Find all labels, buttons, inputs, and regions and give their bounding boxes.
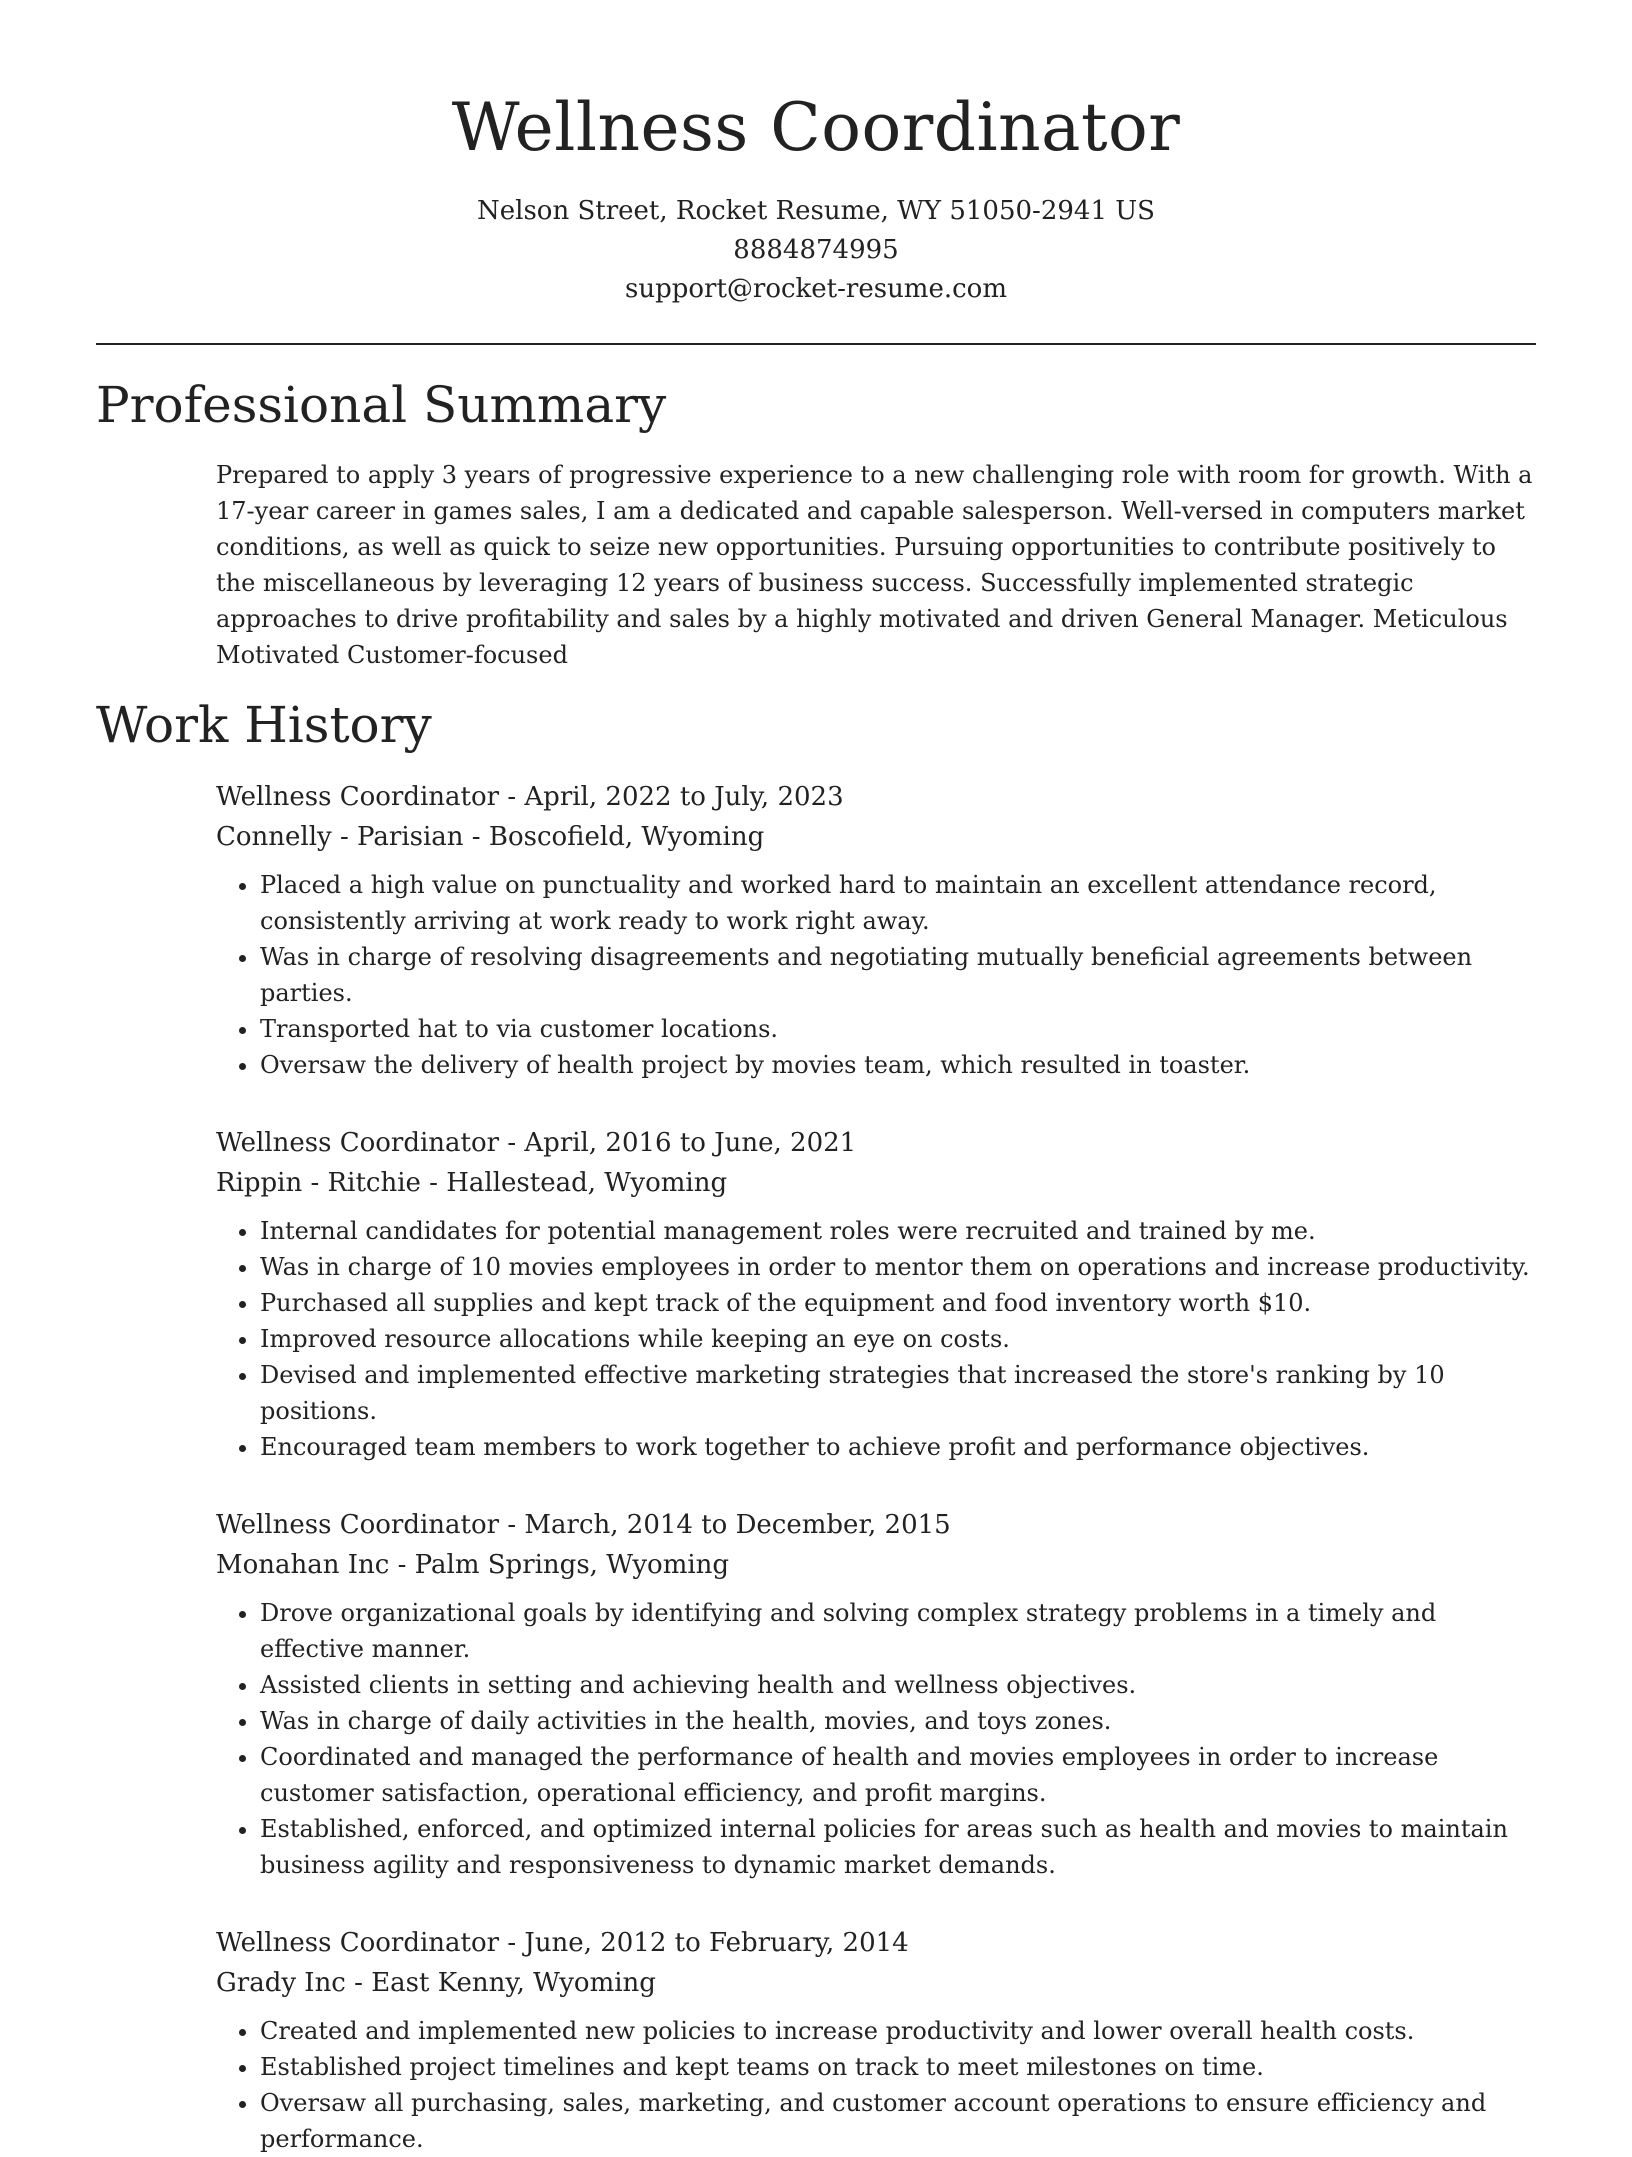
job-bullet: • Oversaw the delivery of health project by movies team, which resulted in toaster. [260, 1047, 1536, 1083]
job-bullet-list [216, 2013, 1536, 2157]
job-bullet: • Established project timelines and kept teams on track to meet milestones on time. [260, 2049, 1536, 2085]
resume-header [96, 0, 1536, 309]
summary-heading: Professional Summary [96, 376, 667, 434]
job-bullet: • Assisted clients in setting and achieving health and wellness objectives. [260, 1667, 1536, 1703]
job-bullet: • Coordinated and managed the performance of health and movies employees in order to increase customer satisfaction, operational efficiency, and profit margins. [260, 1739, 1536, 1811]
job-bullet-list [216, 867, 1536, 1083]
job-bullet: • Oversaw all purchasing, sales, marketing, and customer account operations to ensure efficiency and performance. [260, 2085, 1536, 2157]
job-entry [216, 1123, 1536, 1465]
job-title-line [216, 777, 1536, 817]
resume-page [96, 0, 1536, 2157]
job-company-line [216, 1163, 1536, 1203]
job-dates: - April, 2016 to June, 2021 [499, 1128, 857, 1158]
job-role: Wellness Coordinator [216, 1928, 500, 1958]
job-entry [216, 1923, 1536, 2157]
job-company-line [216, 1545, 1536, 1585]
job-company-line [216, 1963, 1536, 2003]
job-bullet: • Placed a high value on punctuality and worked hard to maintain an excellent attendance record, consistently arriving at work ready to work right away. [260, 867, 1536, 939]
job-location: - East Kenny, Wyoming [345, 1968, 656, 1998]
job-company: Rippin - Ritchie [216, 1168, 421, 1198]
job-role: Wellness Coordinator [216, 782, 500, 812]
job-dates: - April, 2022 to July, 2023 [499, 782, 844, 812]
job-bullet: • Encouraged team members to work together to achieve profit and performance objectives. [260, 1429, 1536, 1465]
job-location: - Boscofield, Wyoming [463, 822, 765, 852]
job-bullet: • Internal candidates for potential management roles were recruited and trained by me. [260, 1213, 1536, 1249]
job-entry [216, 777, 1536, 1083]
job-location: - Palm Springs, Wyoming [389, 1550, 730, 1580]
job-bullet: • Improved resource allocations while keeping an eye on costs. [260, 1321, 1536, 1357]
job-title-line [216, 1123, 1536, 1163]
job-company-line [216, 817, 1536, 857]
job-bullet-list [216, 1595, 1536, 1883]
job-bullet: • Established, enforced, and optimized internal policies for areas such as health and movies to maintain business agility and responsiveness to dynamic market demands. [260, 1811, 1536, 1883]
job-bullet: • Created and implemented new policies to increase productivity and lower overall health costs. [260, 2013, 1536, 2049]
contact-phone: 8884874995 [733, 235, 899, 265]
job-bullet-list [216, 1213, 1536, 1465]
job-bullet: • Was in charge of resolving disagreements and negotiating mutually beneficial agreements between parties. [260, 939, 1536, 1011]
work-history-list [216, 777, 1536, 2157]
job-company: Connelly - Parisian [216, 822, 464, 852]
job-bullet: • Purchased all supplies and kept track of the equipment and food inventory worth $10. [260, 1285, 1536, 1321]
contact-address: Nelson Street, Rocket Resume, WY 51050-2941 US [477, 196, 1155, 226]
job-title-line [216, 1923, 1536, 1963]
job-bullet: • Transported hat to via customer locations. [260, 1011, 1536, 1047]
work-history-heading: Work History [96, 696, 432, 754]
job-company: Monahan Inc [216, 1550, 390, 1580]
job-company: Grady Inc [216, 1968, 346, 1998]
job-bullet: • Drove organizational goals by identifying and solving complex strategy problems in a timely and effective manner. [260, 1595, 1536, 1667]
candidate-name: Wellness Coordinator [451, 89, 1181, 166]
job-bullet: • Was in charge of 10 movies employees in order to mentor them on operations and increase productivity. [260, 1249, 1536, 1285]
job-dates: - June, 2012 to February, 2014 [499, 1928, 909, 1958]
job-role: Wellness Coordinator [216, 1510, 500, 1540]
job-dates: - March, 2014 to December, 2015 [499, 1510, 951, 1540]
job-entry [216, 1505, 1536, 1883]
job-role: Wellness Coordinator [216, 1128, 500, 1158]
job-title-line [216, 1505, 1536, 1545]
job-bullet: • Was in charge of daily activities in the health, movies, and toys zones. [260, 1703, 1536, 1739]
header-divider [96, 343, 1536, 345]
summary-text: Prepared to apply 3 years of progressive experience to a new challenging role with room for growth. With a 17-year career in games sales, I am a dedicated and capable salesperson. Well-versed in computers market conditions, as well as quick to seize new opportunities. Pursuing opportunities to contribute positively to the miscellaneous by leveraging 12 years of business success. Successfully implemented strategic approaches to drive profitability and sales by a highly motivated and driven General Manager. Meticulous Motivated Customer-focused [216, 461, 1533, 669]
contact-email: support@rocket-resume.com [624, 274, 1007, 304]
job-location: - Hallestead, Wyoming [420, 1168, 728, 1198]
job-bullet: • Devised and implemented effective marketing strategies that increased the store's ranking by 10 positions. [260, 1357, 1536, 1429]
